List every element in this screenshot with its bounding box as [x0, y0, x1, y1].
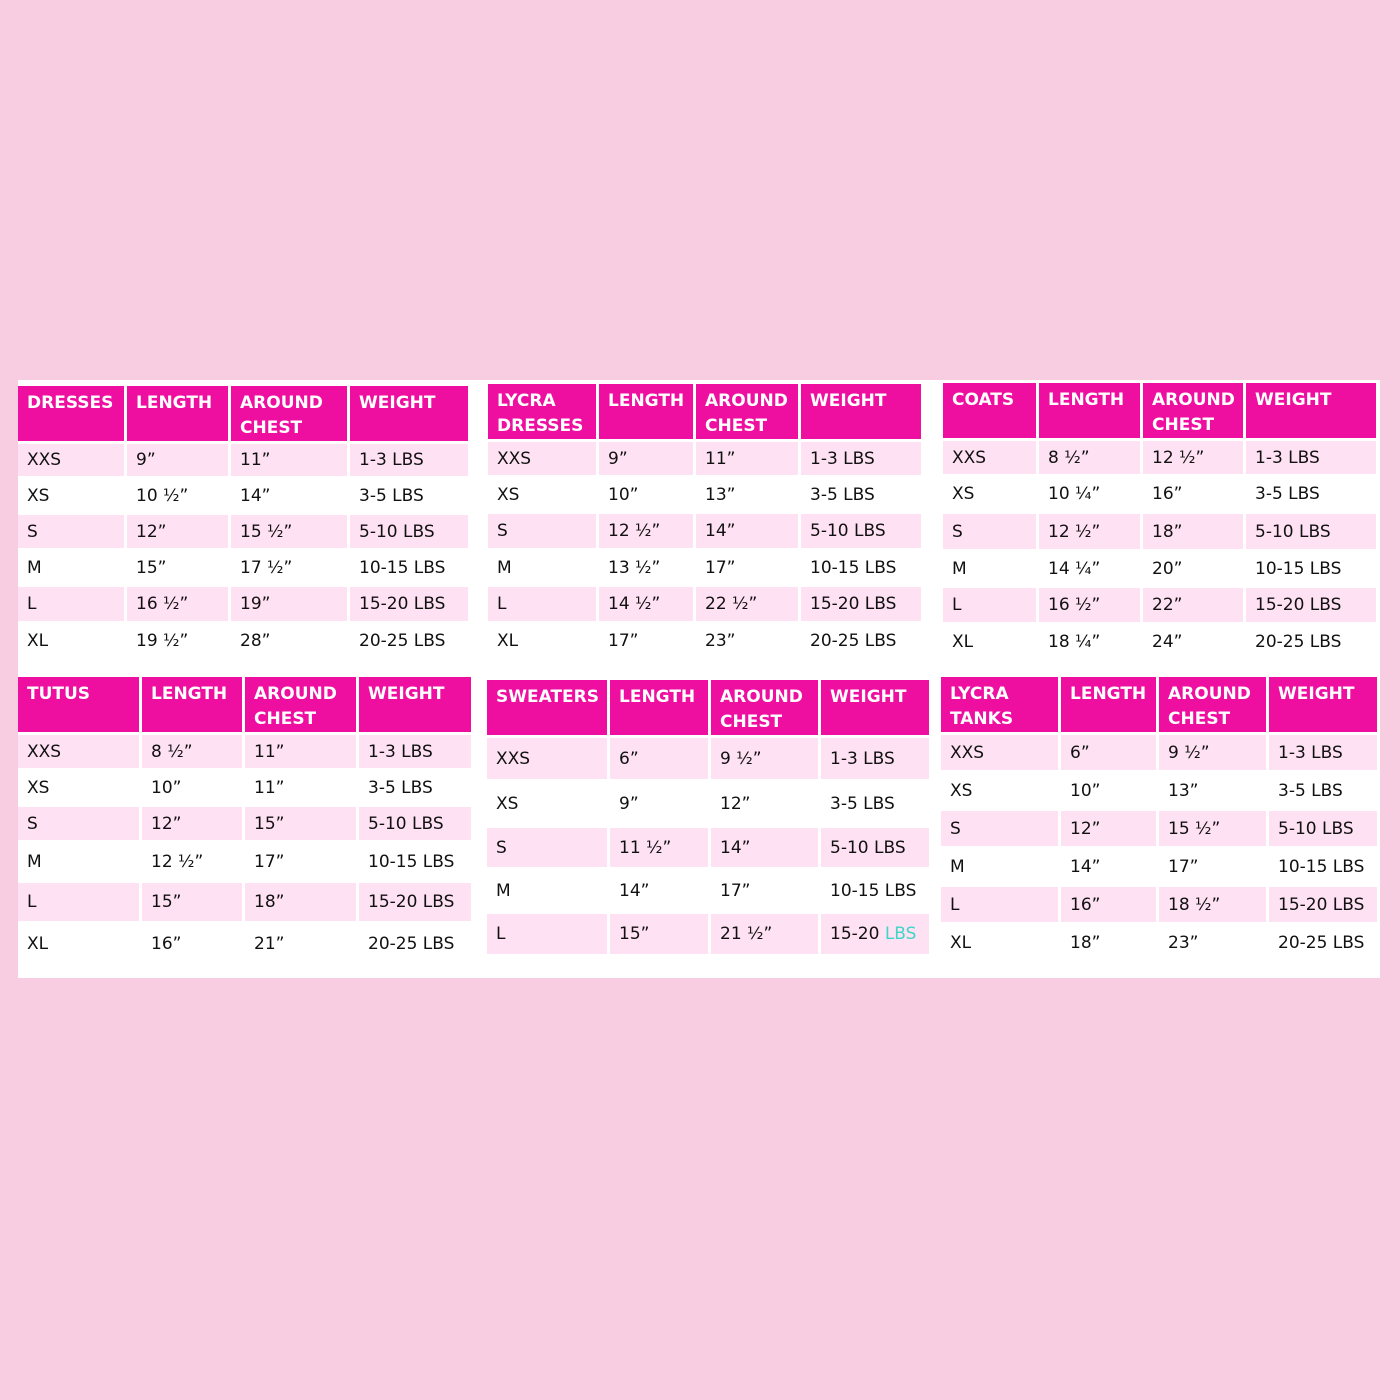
- table-row: [18, 735, 471, 768]
- length-cell: 11 ½”: [610, 828, 708, 867]
- table-row: [941, 925, 1377, 960]
- length-cell: 16”: [1061, 887, 1156, 922]
- size-cell: XS: [487, 782, 607, 825]
- length-cell: 16”: [142, 924, 242, 963]
- size-cell: XL: [18, 624, 124, 657]
- length-cell: 9”: [127, 444, 228, 476]
- around-chest-cell: 24”: [1143, 625, 1243, 658]
- table-header-row: [18, 677, 471, 732]
- length-cell: 12 ½”: [1039, 514, 1140, 549]
- weight-cell: 5-10 LBS: [1246, 514, 1376, 549]
- length-cell: 15”: [142, 883, 242, 921]
- weight-cell: 5-10 LBS: [1269, 811, 1377, 846]
- around-chest-cell: 28”: [231, 624, 347, 657]
- table-row: [18, 843, 471, 880]
- length-cell: 18 ¼”: [1039, 625, 1140, 658]
- weight-cell: 15-20 LBS: [1269, 887, 1377, 922]
- table-row: [487, 828, 929, 867]
- dresses-size-table: [15, 383, 471, 660]
- coats-header-length: LENGTH: [1039, 383, 1140, 438]
- size-cell: XS: [941, 773, 1058, 808]
- table-row: [18, 551, 468, 584]
- table-row: [488, 442, 921, 475]
- length-cell: 6”: [610, 738, 708, 779]
- around-chest-cell: 23”: [696, 624, 798, 657]
- around-chest-cell: 20”: [1143, 552, 1243, 585]
- length-cell: 10”: [142, 771, 242, 804]
- around-chest-cell: 9 ½”: [711, 738, 818, 779]
- lycra-dresses-header-weight: WEIGHT: [801, 384, 921, 439]
- length-cell: 16 ½”: [1039, 588, 1140, 622]
- size-cell: S: [943, 514, 1036, 549]
- size-cell: S: [18, 807, 139, 840]
- size-cell: M: [488, 551, 596, 584]
- coats-size-table: [940, 380, 1379, 661]
- weight-cell: 5-10 LBS: [821, 828, 929, 867]
- length-cell: 17”: [599, 624, 693, 657]
- length-cell: 14 ¼”: [1039, 552, 1140, 585]
- length-cell: 10 ¼”: [1039, 477, 1140, 511]
- weight-cell: 10-15 LBS: [821, 870, 929, 911]
- lycra-dresses-header-around-chest: AROUND CHEST: [696, 384, 798, 439]
- sweaters-header-weight: WEIGHT: [821, 680, 929, 735]
- table-row: [488, 478, 921, 511]
- weight-cell: 1-3 LBS: [821, 738, 929, 779]
- lycra-tanks-header-length: LENGTH: [1061, 677, 1156, 732]
- weight-cell: 3-5 LBS: [359, 771, 471, 804]
- around-chest-cell: 11”: [696, 442, 798, 475]
- weight-cell: 20-25 LBS: [350, 624, 468, 657]
- dresses-header-weight: WEIGHT: [350, 386, 468, 441]
- size-chart-sheet: [18, 380, 1380, 978]
- length-cell: 19 ½”: [127, 624, 228, 657]
- around-chest-cell: 15 ½”: [1159, 811, 1266, 846]
- around-chest-cell: 21 ½”: [711, 914, 818, 954]
- around-chest-cell: 18 ½”: [1159, 887, 1266, 922]
- table-row: [18, 587, 468, 621]
- length-cell: 8 ½”: [142, 735, 242, 768]
- around-chest-cell: 11”: [245, 735, 356, 768]
- weight-cell: 20-25 LBS: [801, 624, 921, 657]
- weight-cell: 15-20 LBS: [801, 587, 921, 621]
- length-cell: 10 ½”: [127, 479, 228, 512]
- table-row: [18, 883, 471, 921]
- length-cell: 16 ½”: [127, 587, 228, 621]
- around-chest-cell: 12”: [711, 782, 818, 825]
- around-chest-cell: 13”: [696, 478, 798, 511]
- table-header-row: [18, 386, 468, 441]
- length-cell: 13 ½”: [599, 551, 693, 584]
- size-cell: L: [941, 887, 1058, 922]
- table-header-row: [487, 680, 929, 735]
- weight-cell: 3-5 LBS: [350, 479, 468, 512]
- around-chest-cell: 15”: [245, 807, 356, 840]
- around-chest-cell: 17”: [245, 843, 356, 880]
- table-header-row: [941, 677, 1377, 732]
- weight-cell: 1-3 LBS: [1269, 735, 1377, 770]
- size-cell: S: [488, 514, 596, 548]
- table-row: [487, 782, 929, 825]
- length-cell: 18”: [1061, 925, 1156, 960]
- around-chest-cell: 18”: [245, 883, 356, 921]
- table-row: [18, 924, 471, 963]
- table-header-row: [488, 384, 921, 439]
- size-cell: XXS: [18, 444, 124, 476]
- length-cell: 6”: [1061, 735, 1156, 770]
- size-cell: S: [487, 828, 607, 867]
- around-chest-cell: 21”: [245, 924, 356, 963]
- dresses-header-around-chest: AROUND CHEST: [231, 386, 347, 441]
- length-cell: 12”: [1061, 811, 1156, 846]
- sweaters-header-category: SWEATERS: [487, 680, 607, 735]
- weight-cell: 15-20 LBS: [350, 587, 468, 621]
- around-chest-cell: 14”: [231, 479, 347, 512]
- size-cell: XL: [18, 924, 139, 963]
- size-cell: M: [943, 552, 1036, 585]
- table-row: [18, 624, 468, 657]
- weight-cell: 3-5 LBS: [1246, 477, 1376, 511]
- weight-cell: 3-5 LBS: [821, 782, 929, 825]
- weight-cell: 20-25 LBS: [359, 924, 471, 963]
- table-row: [18, 444, 468, 476]
- weight-cell: 3-5 LBS: [1269, 773, 1377, 808]
- weight-cell: 10-15 LBS: [350, 551, 468, 584]
- size-cell: XXS: [941, 735, 1058, 770]
- size-cell: XL: [943, 625, 1036, 658]
- table-row: [488, 587, 921, 621]
- weight-cell: 10-15 LBS: [1246, 552, 1376, 585]
- size-cell: M: [941, 849, 1058, 884]
- length-cell: 12 ½”: [142, 843, 242, 880]
- table-row: [18, 807, 471, 840]
- weight-cell: 1-3 LBS: [359, 735, 471, 768]
- table-row: [941, 735, 1377, 770]
- lycra-tanks-size-table: [938, 674, 1380, 963]
- weight-cell: 15-20 LBS: [359, 883, 471, 921]
- size-cell: M: [487, 870, 607, 911]
- lycra-tanks-header-around-chest: AROUND CHEST: [1159, 677, 1266, 732]
- size-cell: XS: [18, 479, 124, 512]
- weight-cell: 3-5 LBS: [801, 478, 921, 511]
- tutus-header-weight: WEIGHT: [359, 677, 471, 732]
- size-cell: L: [487, 914, 607, 954]
- length-cell: 10”: [1061, 773, 1156, 808]
- length-cell: 14”: [1061, 849, 1156, 884]
- weight-cell: 15-20 LBS: [1246, 588, 1376, 622]
- around-chest-cell: 15 ½”: [231, 515, 347, 548]
- tutus-header-around-chest: AROUND CHEST: [245, 677, 356, 732]
- size-cell: XS: [488, 478, 596, 511]
- weight-cell: 20-25 LBS: [1246, 625, 1376, 658]
- length-cell: 12”: [127, 515, 228, 548]
- length-cell: 8 ½”: [1039, 441, 1140, 474]
- size-cell: L: [943, 588, 1036, 622]
- size-cell: XL: [941, 925, 1058, 960]
- table-header-row: [943, 383, 1376, 438]
- weight-cell: 10-15 LBS: [359, 843, 471, 880]
- size-cell: L: [18, 883, 139, 921]
- table-row: [941, 849, 1377, 884]
- around-chest-cell: 11”: [231, 444, 347, 476]
- table-row: [941, 887, 1377, 922]
- around-chest-cell: 14”: [696, 514, 798, 548]
- size-cell: L: [488, 587, 596, 621]
- coats-header-around-chest: AROUND CHEST: [1143, 383, 1243, 438]
- around-chest-cell: 12 ½”: [1143, 441, 1243, 474]
- table-row: [487, 738, 929, 779]
- size-cell: XS: [943, 477, 1036, 511]
- weight-cell: 20-25 LBS: [1269, 925, 1377, 960]
- table-row: [18, 515, 468, 548]
- table-row: [488, 624, 921, 657]
- lycra-dresses-size-table: [485, 381, 924, 660]
- weight-cell: 1-3 LBS: [1246, 441, 1376, 474]
- around-chest-cell: 17”: [696, 551, 798, 584]
- around-chest-cell: 18”: [1143, 514, 1243, 549]
- coats-header-weight: WEIGHT: [1246, 383, 1376, 438]
- table-row: [18, 479, 468, 512]
- coats-header-category: COATS: [943, 383, 1036, 438]
- tutus-header-category: TUTUS: [18, 677, 139, 732]
- length-cell: 14”: [610, 870, 708, 911]
- around-chest-cell: 19”: [231, 587, 347, 621]
- around-chest-cell: 17 ½”: [231, 551, 347, 584]
- weight-cell: 1-3 LBS: [350, 444, 468, 476]
- weight-cell: 5-10 LBS: [801, 514, 921, 548]
- size-cell: S: [941, 811, 1058, 846]
- table-row: [943, 514, 1376, 549]
- around-chest-cell: 9 ½”: [1159, 735, 1266, 770]
- table-row: [18, 771, 471, 804]
- sweaters-header-length: LENGTH: [610, 680, 708, 735]
- size-cell: XXS: [18, 735, 139, 768]
- dresses-header-length: LENGTH: [127, 386, 228, 441]
- table-row: [943, 477, 1376, 511]
- length-cell: 9”: [610, 782, 708, 825]
- weight-cell: 5-10 LBS: [350, 515, 468, 548]
- table-row: [943, 552, 1376, 585]
- table-row: [488, 551, 921, 584]
- highlighted-unit-text: LBS: [884, 924, 917, 944]
- around-chest-cell: 13”: [1159, 773, 1266, 808]
- table-row: [941, 811, 1377, 846]
- around-chest-cell: 14”: [711, 828, 818, 867]
- length-cell: 15”: [127, 551, 228, 584]
- around-chest-cell: 17”: [711, 870, 818, 911]
- weight-cell: 15-20 LBS: [821, 914, 929, 954]
- sweaters-size-table: [484, 677, 932, 957]
- length-cell: 9”: [599, 442, 693, 475]
- size-cell: S: [18, 515, 124, 548]
- lycra-dresses-header-category: LYCRA DRESSES: [488, 384, 596, 439]
- size-cell: XXS: [487, 738, 607, 779]
- size-cell: XS: [18, 771, 139, 804]
- around-chest-cell: 17”: [1159, 849, 1266, 884]
- around-chest-cell: 22”: [1143, 588, 1243, 622]
- weight-cell: 5-10 LBS: [359, 807, 471, 840]
- size-cell: M: [18, 843, 139, 880]
- table-row: [487, 914, 929, 954]
- length-cell: 10”: [599, 478, 693, 511]
- table-row: [487, 870, 929, 911]
- sweaters-header-around-chest: AROUND CHEST: [711, 680, 818, 735]
- table-row: [943, 588, 1376, 622]
- weight-cell: 10-15 LBS: [1269, 849, 1377, 884]
- weight-cell: 10-15 LBS: [801, 551, 921, 584]
- length-cell: 14 ½”: [599, 587, 693, 621]
- table-row: [488, 514, 921, 548]
- size-cell: XXS: [943, 441, 1036, 474]
- lycra-tanks-header-weight: WEIGHT: [1269, 677, 1377, 732]
- size-cell: XL: [488, 624, 596, 657]
- weight-cell: 1-3 LBS: [801, 442, 921, 475]
- tutus-size-table: [15, 674, 474, 966]
- table-row: [941, 773, 1377, 808]
- tutus-header-length: LENGTH: [142, 677, 242, 732]
- length-cell: 12 ½”: [599, 514, 693, 548]
- lycra-dresses-header-length: LENGTH: [599, 384, 693, 439]
- table-row: [943, 441, 1376, 474]
- size-cell: XXS: [488, 442, 596, 475]
- length-cell: 15”: [610, 914, 708, 954]
- around-chest-cell: 23”: [1159, 925, 1266, 960]
- size-cell: M: [18, 551, 124, 584]
- table-row: [943, 625, 1376, 658]
- around-chest-cell: 16”: [1143, 477, 1243, 511]
- dresses-header-category: DRESSES: [18, 386, 124, 441]
- lycra-tanks-header-category: LYCRA TANKS: [941, 677, 1058, 732]
- length-cell: 12”: [142, 807, 242, 840]
- around-chest-cell: 11”: [245, 771, 356, 804]
- size-cell: L: [18, 587, 124, 621]
- around-chest-cell: 22 ½”: [696, 587, 798, 621]
